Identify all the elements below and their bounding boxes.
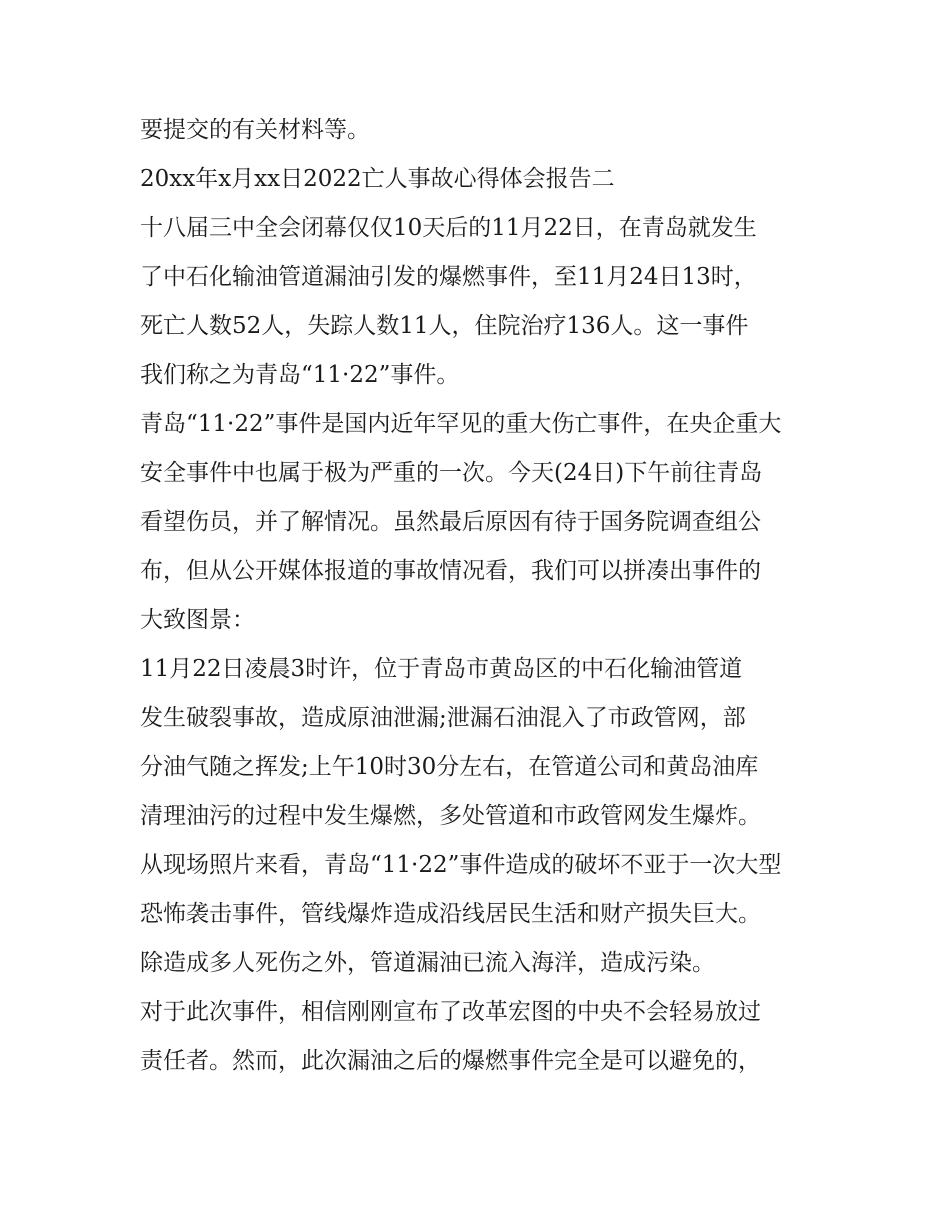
text-line: 布，但从公开媒体报道的事故情况看，我们可以拼凑出事件的: [140, 558, 761, 584]
text-line: 除造成多人死伤之外，管道漏油已流入海洋，造成污染。: [140, 950, 715, 976]
text-line: 我们称之为青岛“11·22”事件。: [140, 362, 460, 388]
text-line: 死亡人数52人，失踪人数11人，住院治疗136人。这一事件: [140, 313, 749, 339]
text-line: 责任者。然而，此次漏油之后的爆燃事件完全是可以避免的，: [140, 1048, 761, 1074]
text-line: 分油气随之挥发;上午10时30分左右，在管道公司和黄岛油库: [140, 754, 759, 780]
text-line: 从现场照片来看，青岛“11·22”事件造成的破坏不亚于一次大型: [140, 852, 782, 878]
text-line: 安全事件中也属于极为严重的一次。今天(24日)下午前往青岛: [140, 460, 763, 486]
report-heading: 20xx年x月xx日2022亡人事故心得体会报告二: [140, 166, 615, 192]
text-line: 11月22日凌晨3时许，位于青岛市黄岛区的中石化输油管道: [140, 656, 743, 682]
text-line: 恐怖袭击事件，管线爆炸造成沿线居民生活和财产损失巨大。: [140, 901, 761, 927]
text-line: 对于此次事件，相信刚刚宣布了改革宏图的中央不会轻易放过: [140, 999, 761, 1025]
document-body: [140, 106, 820, 1086]
text-line: 发生破裂事故，造成原油泄漏;泄漏石油混入了市政管网，部: [140, 705, 746, 731]
text-line: 了中石化输油管道漏油引发的爆燃事件，至11月24日13时，: [140, 264, 757, 290]
text-line: 青岛“11·22”事件是国内近年罕见的重大伤亡事件，在央企重大: [140, 411, 782, 437]
text-line: 十八届三中全会闭幕仅仅10天后的11月22日，在青岛就发生: [140, 215, 757, 241]
text-line: 看望伤员，并了解情况。虽然最后原因有待于国务院调查组公: [140, 509, 761, 535]
text-line: 清理油污的过程中发生爆燃，多处管道和市政管网发生爆炸。: [140, 803, 761, 829]
text-line: 要提交的有关材料等。: [140, 117, 370, 143]
text-line: 大致图景：: [140, 607, 255, 633]
